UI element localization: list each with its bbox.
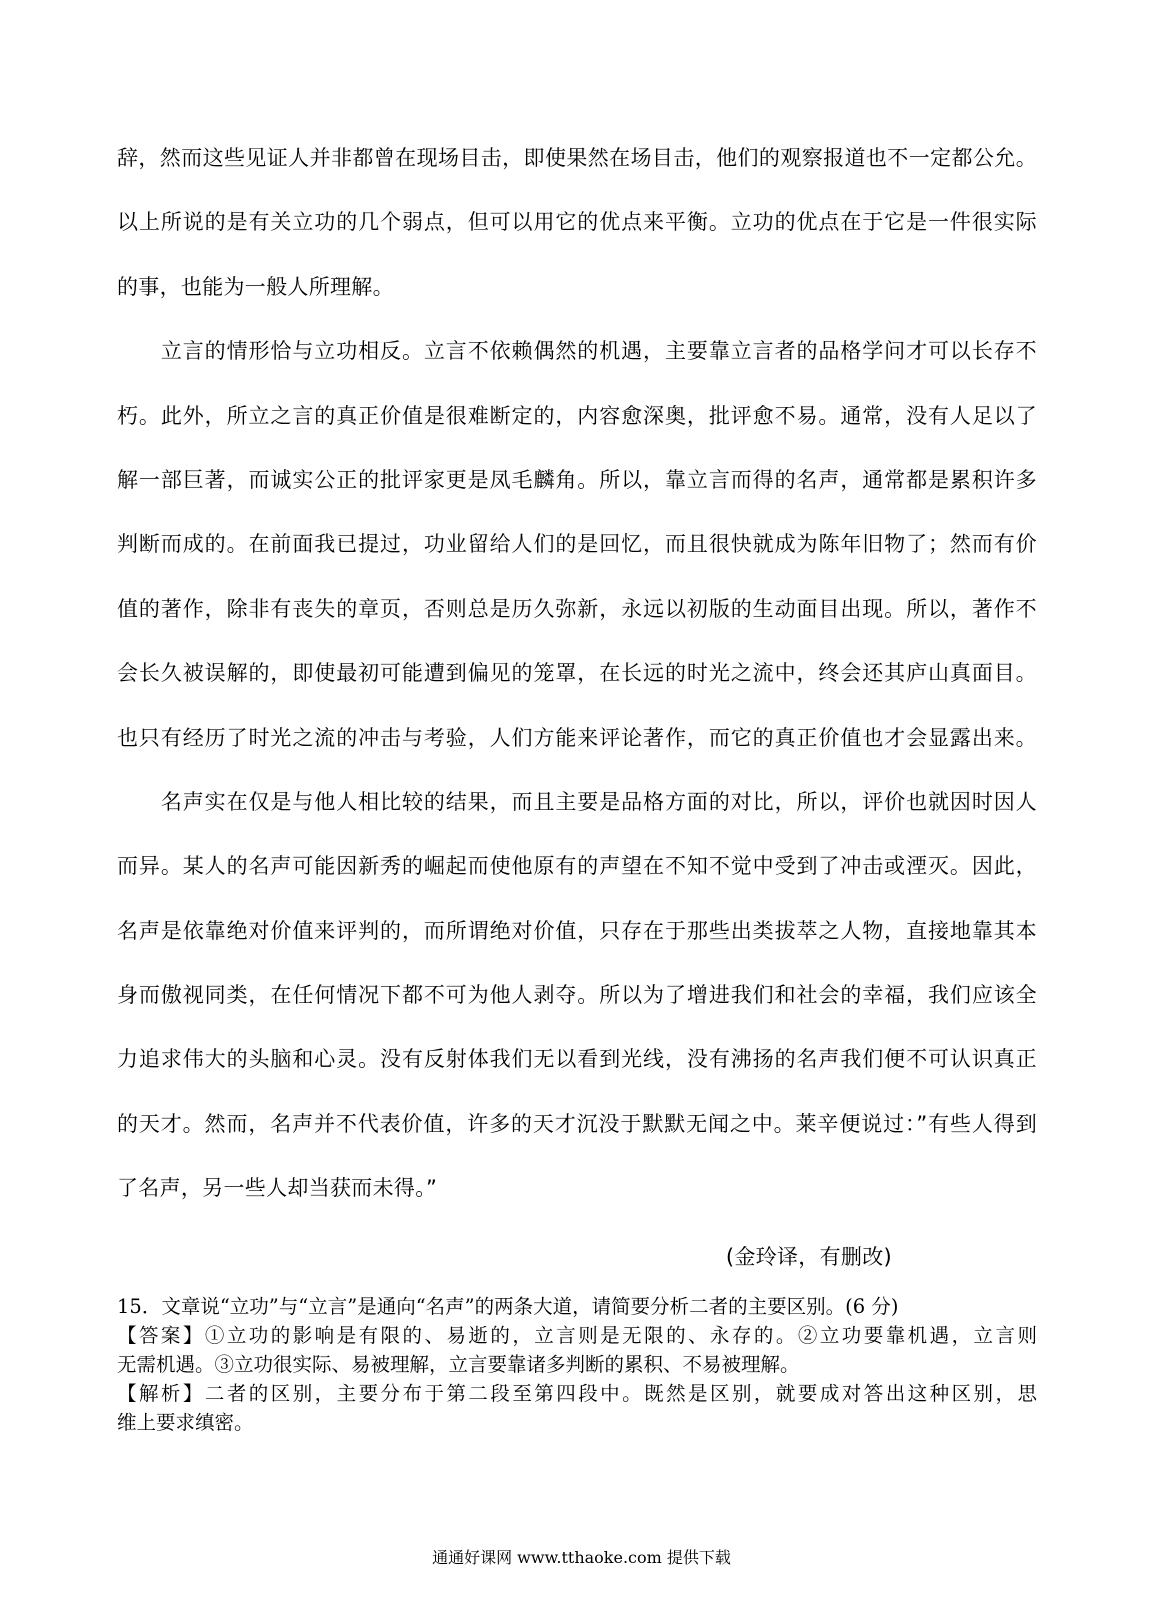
essay-line: 而异。某人的名声可能因新秀的崛起而使他原有的声望在不知不觉中受到了冲击或湮灭。因此， bbox=[117, 854, 1037, 879]
essay-line: 了名声，另一些人却当获而未得。” bbox=[117, 1176, 438, 1201]
essay-line: 名声实在仅是与他人相比较的结果，而且主要是品格方面的对比，所以，评价也就因时因人 bbox=[117, 789, 1037, 814]
analysis-text: 维上要求缜密。 bbox=[117, 1411, 254, 1434]
essay-body bbox=[117, 126, 1037, 1289]
analysis-text: 【解析】二者的区别，主要分布于第二段至第四段中。既然是区别，就要成对答出这种区别，思 bbox=[117, 1382, 1037, 1405]
answer-text: 无需机遇。③立功很实际、易被理解，立言要靠诸多判断的累积、不易被理解。 bbox=[117, 1353, 800, 1376]
essay-line: 判断而成的。在前面我已提过，功业留给人们的是回忆，而且很快就成为陈年旧物了；然而有价 bbox=[117, 532, 1037, 557]
question-section bbox=[117, 1292, 1037, 1437]
essay-line: 身而傲视同类，在任何情况下都不可为他人剥夺。所以为了增进我们和社会的幸福，我们应该全 bbox=[117, 983, 1037, 1008]
essay-line: 朽。此外，所立之言的真正价值是很难断定的，内容愈深奥，批评愈不易。通常，没有人足以了 bbox=[117, 403, 1037, 428]
essay-line: 以上所说的是有关立功的几个弱点，但可以用它的优点来平衡。立功的优点在于它是一件很实际 bbox=[117, 210, 1037, 235]
translator-credit: (金玲译，有删改) bbox=[725, 1244, 892, 1269]
page-footer: 通通好课网 www.tthaoke.com 提供下载 bbox=[432, 1548, 731, 1567]
essay-line: 会长久被误解的，即使最初可能遭到偏见的笼罩，在长远的时光之流中，终会还其庐山真面目。 bbox=[117, 661, 1037, 686]
essay-line: 也只有经历了时光之流的冲击与考验，人们方能来评论著作，而它的真正价值也才会显露出来。 bbox=[117, 725, 1037, 750]
essay-line: 辞，然而这些见证人并非都曾在现场目击，即使果然在场目击，他们的观察报道也不一定都公允。 bbox=[117, 146, 1037, 170]
essay-line: 名声是依靠绝对价值来评判的，而所谓绝对价值，只存在于那些出类拔萃之人物，直接地靠其本 bbox=[117, 918, 1037, 943]
answer-text: 【答案】①立功的影响是有限的、易逝的，立言则是无限的、永存的。②立功要靠机遇，立言则 bbox=[117, 1324, 1037, 1347]
essay-line: 力追求伟大的头脑和心灵。没有反射体我们无以看到光线，没有沸扬的名声我们便不可认识真正 bbox=[117, 1047, 1037, 1072]
question-prompt: 15．文章说“立功”与“立言”是通向“名声”的两条大道，请简要分析二者的主要区别。(6 分) bbox=[117, 1295, 899, 1318]
essay-line: 解一部巨著，而诚实公正的批评家更是凤毛麟角。所以，靠立言而得的名声，通常都是累积许多 bbox=[117, 467, 1037, 492]
essay-line: 立言的情形恰与立功相反。立言不依赖偶然的机遇，主要靠立言者的品格学问才可以长存不 bbox=[117, 339, 1037, 364]
essay-line: 的天才。然而，名声并不代表价值，许多的天才沉没于默默无闻之中。莱辛便说过：”有些人得到 bbox=[117, 1111, 1037, 1136]
essay-line: 的事，也能为一般人所理解。 bbox=[117, 274, 394, 299]
essay-line: 值的著作，除非有丧失的章页，否则总是历久弥新，永远以初版的生动面目出现。所以，著作不 bbox=[117, 596, 1037, 621]
